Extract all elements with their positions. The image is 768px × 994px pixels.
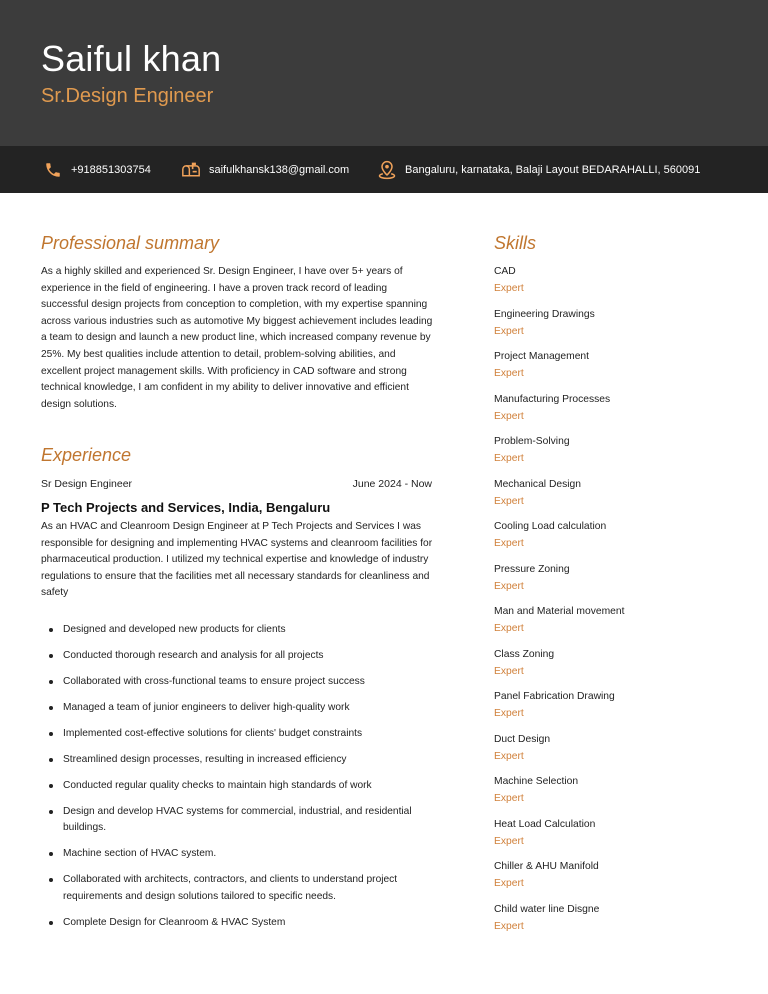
job-bullet: Managed a team of junior engineers to deliver high-quality work — [41, 700, 441, 716]
job-bullet: Conducted thorough research and analysis for all projects — [41, 648, 441, 664]
job-description: As an HVAC and Cleanroom Design Engineer at P Tech Projects and Services I was responsible for designing and implementing HVAC systems and cleanroom facilities for pharmaceutical production. I utilized my technical expertise and knowledge of industry regulations to ensure that the facilities met all necessary standards for cleanliness and safety — [41, 521, 433, 599]
skill-level: Expert — [494, 495, 524, 507]
skill-level: Expert — [494, 325, 524, 337]
mailbox-icon — [181, 160, 201, 180]
job-bullet: Streamlined design processes, resulting in increased efficiency — [41, 752, 441, 768]
job-bullet: Collaborated with cross-functional teams to ensure project success — [41, 674, 441, 690]
experience-heading: Experience — [41, 445, 132, 465]
skill-name: Class Zoning — [494, 648, 555, 660]
job-dates: June 2024 - Now — [352, 478, 432, 490]
skill-name: Duct Design — [494, 733, 551, 745]
resume-header — [0, 0, 768, 146]
email-text[interactable]: saifulkhansk138@gmail.com — [209, 163, 350, 176]
skill-name: Child water line Disgne — [494, 903, 600, 915]
skill-item — [494, 478, 744, 521]
job-bullet-list — [41, 622, 441, 941]
skill-name: CAD — [494, 266, 516, 277]
skill-level: Expert — [494, 920, 524, 932]
skill-item — [494, 520, 744, 563]
job-company: P Tech Projects and Services, India, Bengaluru — [41, 500, 331, 515]
skill-level: Expert — [494, 283, 524, 294]
skill-level: Expert — [494, 878, 524, 889]
skill-name: Mechanical Design — [494, 478, 581, 490]
skill-item — [494, 733, 744, 776]
skill-level: Expert — [494, 538, 524, 549]
skill-item — [494, 308, 744, 351]
contact-address — [377, 146, 700, 193]
skill-item — [494, 648, 744, 691]
summary-text: As a highly skilled and experienced Sr. Design Engineer, I have over 5+ years of experience in the field of engineering. I have a proven track record of leading successful design projects from conception to completion, with my expertise spanning across various industries such as automotive My biggest achievement includes leading a team to design and launch a new product line, which increased company revenue by 25%. My best qualities include attention to detail, problem-solving abilities, and excellent project management skills. With proficiency in CAD software and strong technical knowledge, I am confident in my ability to deliver innovative and efficient design solutions. — [41, 266, 433, 410]
job-bullet: Collaborated with architects, contractors, and clients to understand project requirements and design solutions tailored to specific needs. — [41, 872, 441, 905]
contact-email — [181, 146, 349, 193]
skill-level: Expert — [494, 453, 524, 464]
job-bullet: Conducted regular quality checks to maintain high standards of work — [41, 778, 441, 794]
skill-item — [494, 818, 744, 861]
skill-level: Expert — [494, 368, 524, 379]
job-bullet: Implemented cost-effective solutions for clients' budget constraints — [41, 726, 441, 742]
skill-name: Project Management — [494, 351, 590, 362]
skill-item — [494, 690, 744, 733]
skill-level: Expert — [494, 708, 524, 719]
skill-name: Man and Material movement — [494, 606, 625, 617]
skill-level: Expert — [494, 750, 524, 762]
job-bullet: Designed and developed new products for clients — [41, 622, 441, 638]
job-meta-row — [41, 478, 432, 490]
job-bullet: Complete Design for Cleanroom & HVAC System — [41, 915, 441, 931]
job-bullet: Design and develop HVAC systems for commercial, industrial, and residential buildings. — [41, 804, 441, 837]
skill-item — [494, 265, 744, 308]
skill-name: Panel Fabrication Drawing — [494, 691, 615, 702]
candidate-title: Sr.Design Engineer — [41, 85, 214, 107]
skill-name: Problem-Solving — [494, 436, 570, 447]
skill-name: Manufacturing Processes — [494, 393, 611, 405]
skill-item — [494, 860, 744, 903]
skill-item — [494, 435, 744, 478]
skill-name: Cooling Load calculation — [494, 521, 607, 532]
location-pin-icon — [377, 160, 397, 180]
skill-name: Engineering Drawings — [494, 308, 595, 320]
candidate-name: Saiful khan — [41, 38, 222, 79]
skill-name: Heat Load Calculation — [494, 818, 596, 830]
skill-level: Expert — [494, 580, 524, 592]
skill-item — [494, 393, 744, 436]
contact-bar — [0, 146, 768, 193]
skill-level: Expert — [494, 665, 524, 677]
summary-heading: Professional summary — [41, 233, 220, 253]
skill-item — [494, 605, 744, 648]
phone-text[interactable]: +918851303754 — [71, 163, 151, 176]
skill-name: Machine Selection — [494, 776, 579, 787]
job-position: Sr Design Engineer — [41, 478, 133, 490]
skill-name: Chiller & AHU Manifold — [494, 861, 599, 872]
skill-level: Expert — [494, 623, 524, 634]
skill-item — [494, 350, 744, 393]
skill-item — [494, 563, 744, 606]
skill-level: Expert — [494, 793, 524, 804]
skills-heading: Skills — [494, 233, 537, 253]
skill-level: Expert — [494, 410, 524, 422]
skills-list — [494, 265, 744, 945]
contact-phone — [43, 146, 151, 193]
address-text: Bangaluru, karnataka, Balaji Layout BEDARAHALLI, 560091 — [405, 163, 701, 176]
skill-level: Expert — [494, 835, 524, 847]
skill-item — [494, 775, 744, 818]
skill-name: Pressure Zoning — [494, 563, 570, 575]
job-bullet: Machine section of HVAC system. — [41, 846, 441, 862]
skill-item — [494, 903, 744, 946]
phone-icon — [43, 160, 63, 180]
